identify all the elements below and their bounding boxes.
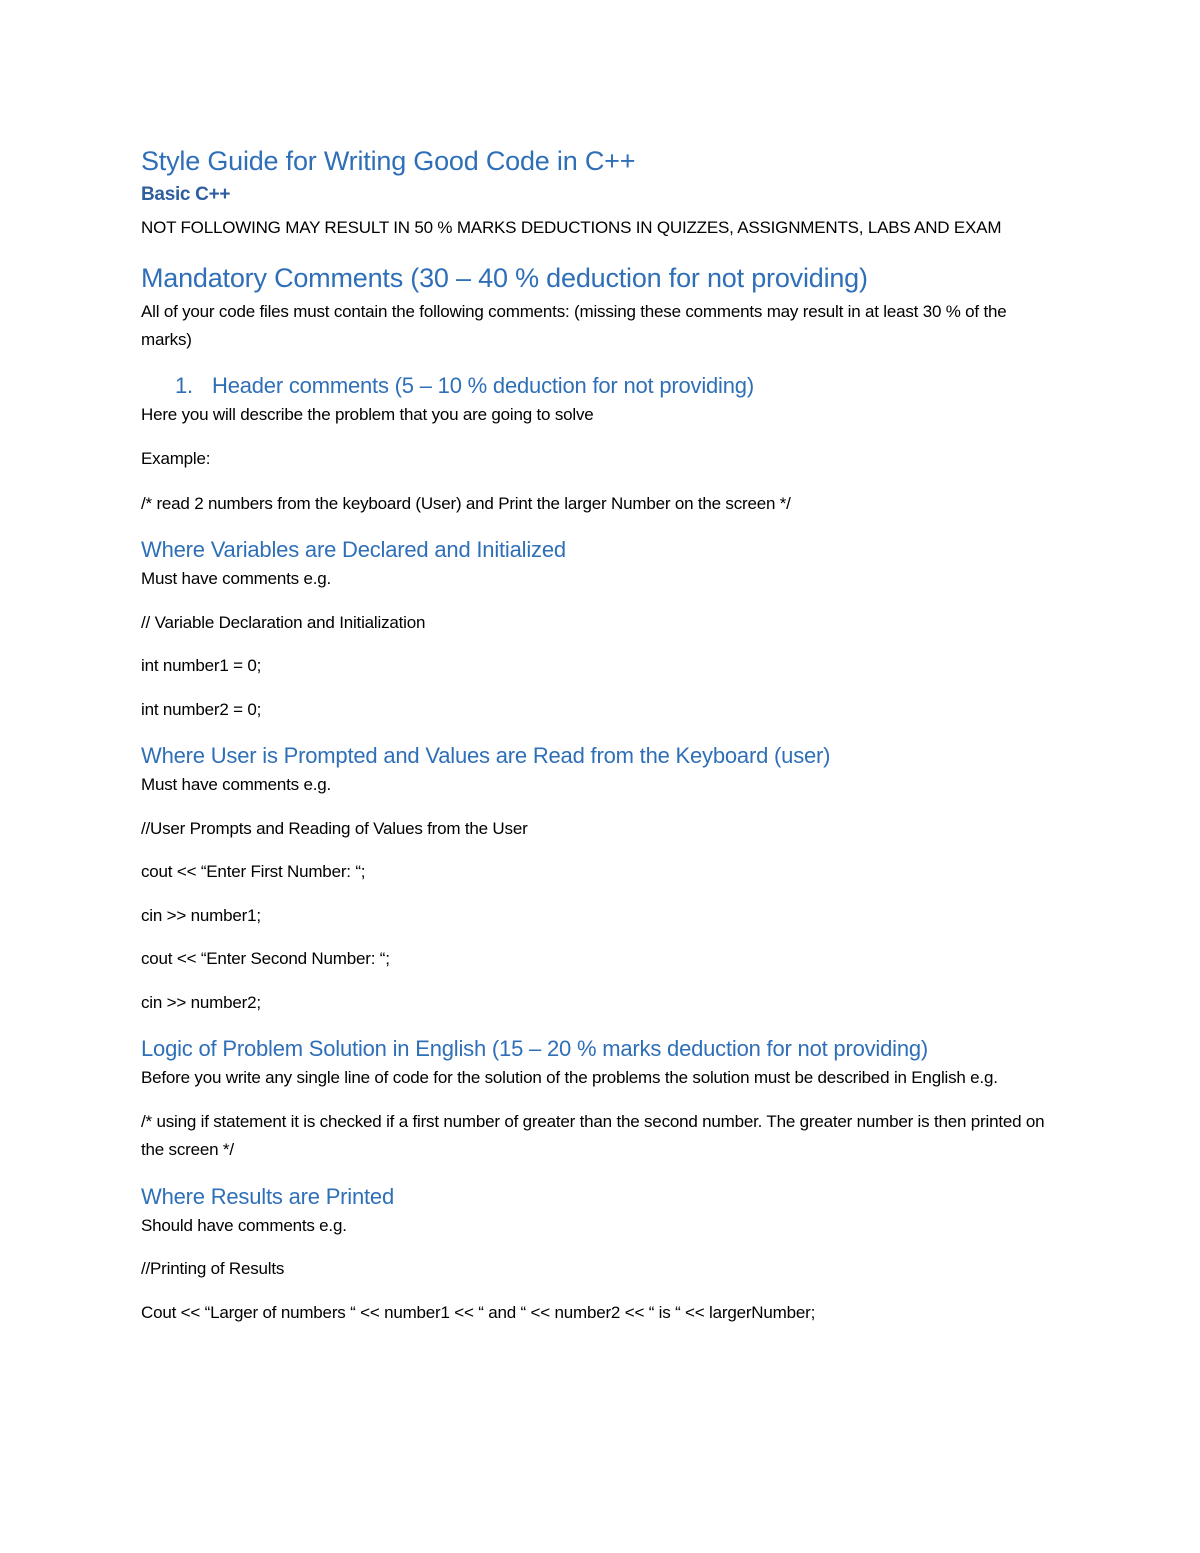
document-title: Style Guide for Writing Good Code in C++ (141, 146, 636, 176)
code-line: cout << “Enter Second Number: “; (141, 949, 390, 968)
logic-heading: Logic of Problem Solution in English (15 – 20 % marks deduction for not providing) (141, 1036, 929, 1061)
logic-code: /* using if statement it is checked if a first number of greater than the second number. The greater number is then printed on the screen */ (141, 1111, 1045, 1159)
code-line: Cout << “Larger of numbers “ << number1 << “ and “ << number2 << “ is “ << largerNumber; (141, 1302, 816, 1322)
list-number: 1. (175, 372, 193, 398)
code-line: // Variable Declaration and Initialization (141, 612, 426, 632)
header-comments-heading: Header comments (5 – 10 % deduction for not providing) (212, 372, 754, 398)
code-line: cin >> number2; (141, 992, 261, 1012)
results-heading: Where Results are Printed (141, 1183, 394, 1209)
warning-text: NOT FOLLOWING MAY RESULT IN 50 % MARKS DEDUCTIONS IN QUIZZES, ASSIGNMENTS, LABS AND EXAM (141, 218, 1002, 237)
code-line: cin >> number1; (141, 905, 261, 925)
code-line: //User Prompts and Reading of Values from the User (141, 818, 528, 838)
code-line: int number2 = 0; (141, 699, 262, 719)
results-text: Should have comments e.g. (141, 1215, 347, 1235)
mandatory-comments-text: All of your code files must contain the following comments: (missing these comments may result in at least 30 % of the marks) (141, 301, 1007, 349)
code-line: //Printing of Results (141, 1259, 285, 1278)
variables-text: Must have comments e.g. (141, 569, 332, 588)
code-line: int number1 = 0; (141, 656, 262, 675)
header-comments-item (141, 371, 1060, 401)
logic-text: Before you write any single line of code for the solution of the problems the solution must be described in English e.g. (141, 1068, 998, 1087)
variables-heading: Where Variables are Declared and Initialized (141, 537, 566, 562)
prompt-heading: Where User is Prompted and Values are Read from the Keyboard (user) (141, 743, 831, 768)
example-code: /* read 2 numbers from the keyboard (User) and Print the larger Number on the screen */ (141, 493, 791, 513)
mandatory-comments-heading: Mandatory Comments (30 – 40 % deduction for not providing) (141, 262, 868, 293)
example-label: Example: (141, 449, 211, 468)
code-line: cout << “Enter First Number: “; (141, 862, 366, 881)
header-comments-text: Here you will describe the problem that you are going to solve (141, 404, 594, 424)
prompt-text: Must have comments e.g. (141, 775, 332, 794)
document-subtitle: Basic C++ (141, 184, 231, 205)
